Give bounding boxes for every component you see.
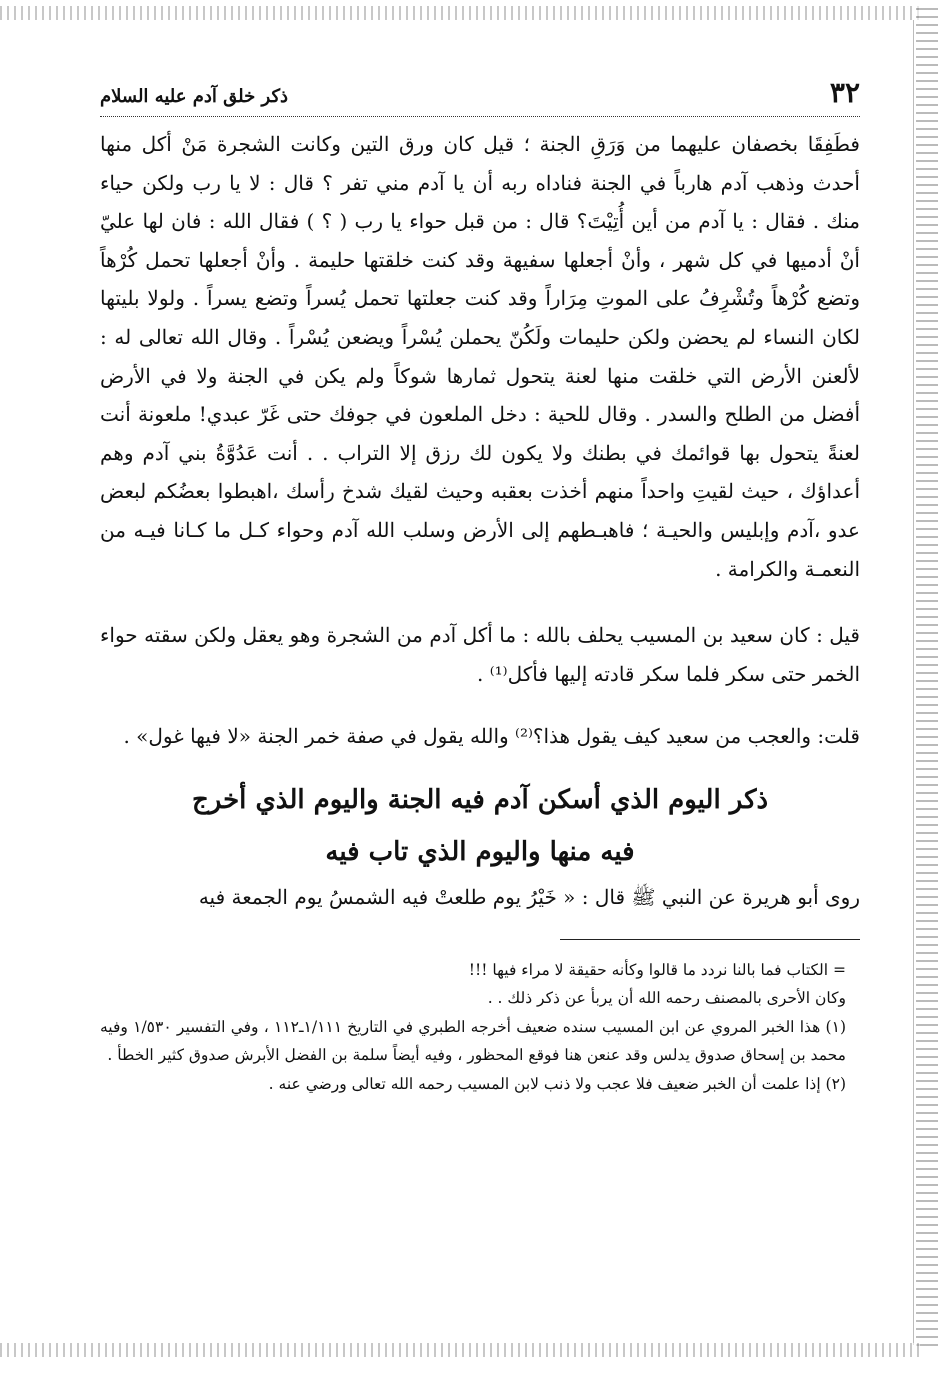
- decorative-bottom-border: [0, 1343, 920, 1357]
- paragraph-main: فطَفِقَا بخصفان عليهما من وَرَقِ الجنة ؛ قيل كان ورق التين وكانت الشجرة مَنْ أكل منها أحدث وذهب آدم هارباً في الجنة فناداه ربه أن يا آدم مني تفر ؟ قال : لا يا رب ولكن حياء منك . فقال : يا آدم من أين أُتِيْتَ؟ قال : من قبل حواء يا رب ( ؟ ) فقال الله : فان لها عليّ أنْ أدميها في كل شهر ، وأنْ أجعلها سفيهة وقد كنت خلقتها حليمة . وأنْ أجعلها تحمل كُرْهاً وتضع كُرْهاً وتُشْرِفُ على الموتِ مِرَاراً وقد كنت جعلتها تحمل يُسراً وتضع يسراً . ولولا بليتها لكان النساء لم يحضن ولكن حليمات ولَكُنّ يحملن يُسْراً ويضعن يُسْراً . وقال الله تعالى له : لألعنن الأرض التي خلقت منها لعنة يتحول ثمارها شوكاً ولم يكن في الجنة ولا في الأرض أفضل من الطلح والسدر . وقال للحية : دخل الملعون في جوفك حتى غَرّ عبدي! ملعونة أنت لعنةً يتحول بها قوائمك في بطنك ولا يكون لك رزق إلا التراب . . أنت عَدُوَّةُ بني آدم وهم أعداؤك ، حيث لقيتِ واحداً منهم أخذت بعقبه وحيث لقيك شدخ رأسك ،اهبطوا بعضُكم لبعض عدو ،آدم وإبليس والحيـة ؛ فاهبـطهم إلى الأرض وسلب الله آدم وحواء كـل ما كـانا فيـه من النعمـة والكرامة .: [100, 132, 860, 581]
- border-rule: [913, 20, 914, 1345]
- section-text: روى أبو هريرة عن النبي ﷺ قال : « خَيْرُ يوم طلعتْ فيه الشمسُ يوم الجمعة فيه: [198, 884, 860, 909]
- page-header: [100, 76, 860, 117]
- decorative-top-border: [0, 6, 920, 20]
- paragraph-comment: قلت: والعجب من سعيد كيف يقول هذا؟⁽²⁾ والله يقول في صفة خمر الجنة «لا فيها غول» .: [123, 724, 860, 749]
- section-heading: [100, 774, 860, 878]
- book-page: [100, 76, 860, 1098]
- section-heading-line2: فيه منها واليوم الذي تاب فيه: [325, 836, 635, 867]
- footnote-continuation-2: وكان الأحرى بالمصنف رحمه الله أن يربأ عن ذكر ذلك . .: [487, 989, 846, 1007]
- decorative-side-border: [916, 6, 938, 1346]
- section-heading-line1: ذكر اليوم الذي أسكن آدم فيه الجنة واليوم الذي أخرج: [191, 784, 769, 815]
- footnote-separator: [560, 939, 860, 940]
- paragraph-said: قيل : كان سعيد بن المسيب يحلف بالله : ما أكل آدم من الشجرة وهو يعقل ولكن سقته حواء الخمر حتى سكر فلما سكر قادته إليها فأكل⁽¹⁾ .: [100, 623, 860, 686]
- footnote-1: (١) هذا الخبر المروي عن ابن المسيب سنده ضعيف أخرجه الطبري في التاريخ ١/١١١ـ١١٢ ، وفي التفسير ١/٥٣٠ وفيه محمد بن إسحاق صدوق يدلس وقد عنعن هنا فوقع المحظور ، وفيه أيضاً سلمة بن الفضل الأبرش صدوق كثير الخطأ .: [100, 1017, 846, 1064]
- footnotes: [100, 956, 860, 1099]
- footnote-continuation: = الكتاب فما بالنا نردد ما قالوا وكأنه حقيقة لا مراء فيها !!!: [468, 960, 846, 979]
- page-number: ٣٢: [829, 76, 860, 109]
- footnote-2: (٢) إذا علمت أن الخبر ضعيف فلا عجب ولا ذنب لابن المسيب رحمه الله تعالى ورضي عنه .: [268, 1074, 846, 1093]
- running-title: ذكر خلق آدم عليه السلام: [100, 86, 289, 107]
